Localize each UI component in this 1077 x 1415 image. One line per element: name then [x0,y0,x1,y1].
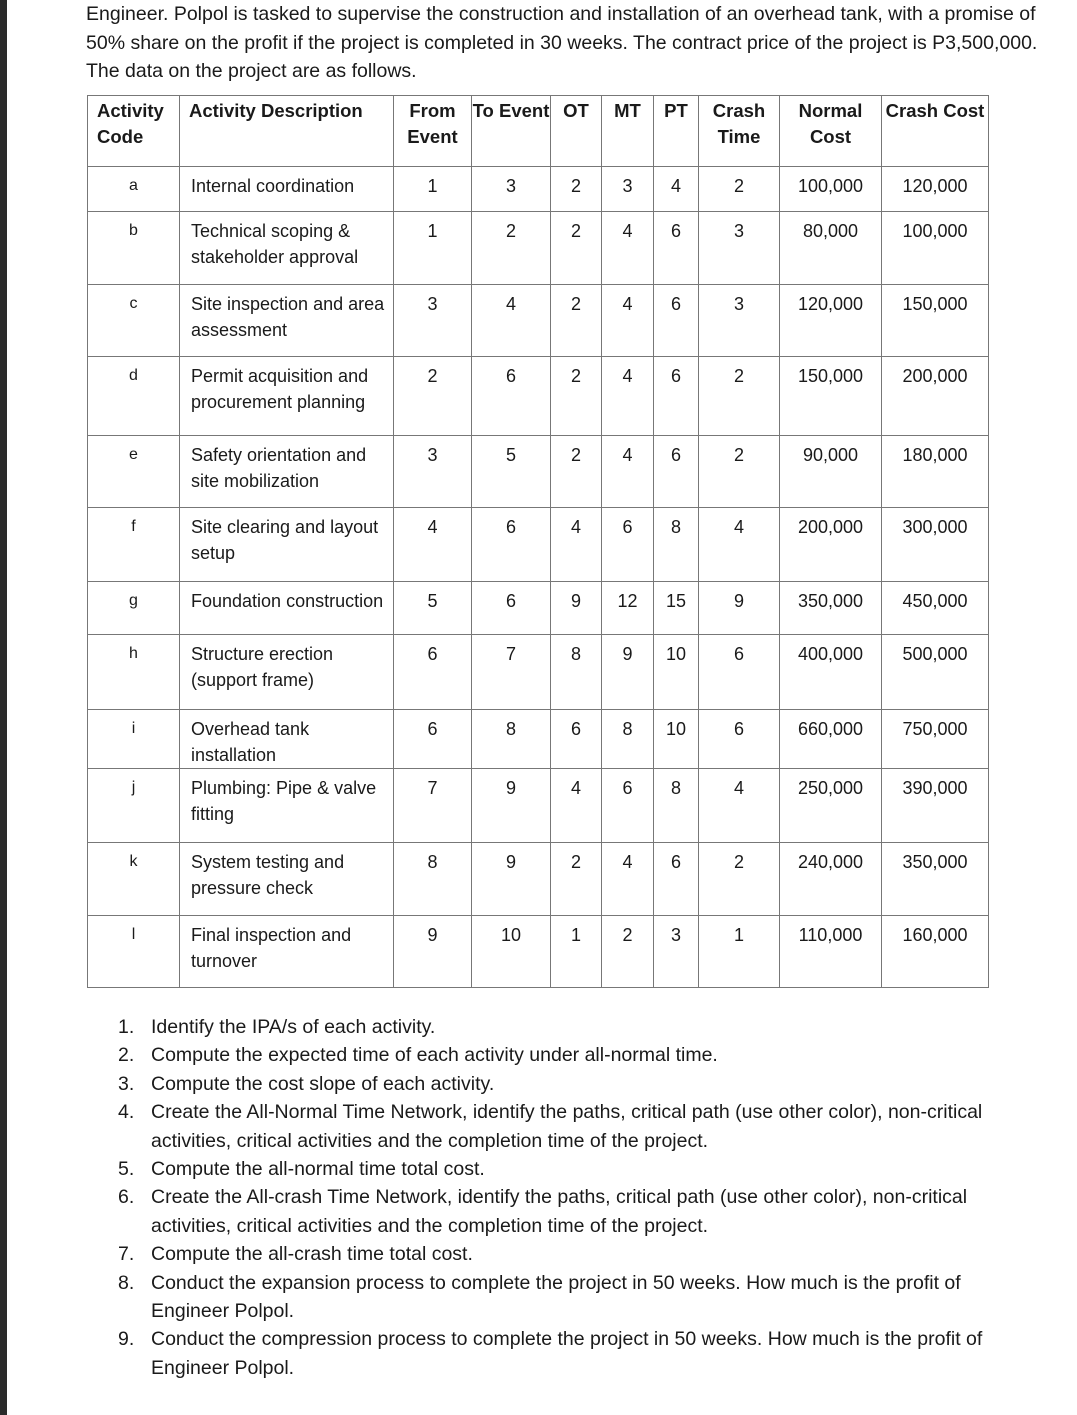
cell-crash-cost: 500,000 [882,635,989,710]
cell-normal-cost: 110,000 [780,916,882,988]
cell-description: Structure erection (support frame) [180,635,394,710]
cell-normal-cost: 350,000 [780,582,882,635]
cell-mt: 8 [602,710,654,769]
table-row [88,582,989,635]
question-number: 1. [118,1016,135,1038]
cell-code: d [88,357,180,436]
table-header-row [88,96,989,167]
cell-crash-time: 4 [699,769,780,843]
cell-mt: 12 [602,582,654,635]
cell-ot: 2 [551,357,602,436]
cell-pt: 6 [654,436,699,508]
cell-normal-cost: 400,000 [780,635,882,710]
table-row [88,710,989,769]
table-row [88,916,989,988]
cell-description: Site clearing and layout setup [180,508,394,582]
cell-description: Overhead tank installation [180,710,394,769]
cell-crash-cost: 390,000 [882,769,989,843]
cell-code: h [88,635,180,710]
cell-normal-cost: 120,000 [780,285,882,357]
cell-code: c [88,285,180,357]
cell-mt: 6 [602,769,654,843]
cell-description: Plumbing: Pipe & valve fitting [180,769,394,843]
cell-crash-time: 9 [699,582,780,635]
cell-crash-cost: 300,000 [882,508,989,582]
cell-to: 2 [472,212,551,285]
question-text: Compute the cost slope of each activity. [151,1072,495,1095]
cell-crash-cost: 450,000 [882,582,989,635]
cell-to: 9 [472,843,551,916]
header-normal-cost: Normal Cost [780,96,882,167]
cell-from: 3 [394,285,472,357]
header-ot: OT [551,96,602,167]
question-number: 9. [118,1328,135,1351]
question-number: 6. [118,1186,135,1209]
cell-mt: 3 [602,167,654,212]
cell-ot: 6 [551,710,602,769]
questions-list [118,1013,1023,1382]
cell-ot: 2 [551,843,602,916]
table-row [88,285,989,357]
cell-code: g [88,582,180,635]
cell-pt: 3 [654,916,699,988]
cell-crash-cost: 200,000 [882,357,989,436]
cell-to: 6 [472,582,551,635]
question-item [118,1325,1023,1382]
cell-to: 8 [472,710,551,769]
cell-ot: 1 [551,916,602,988]
cell-ot: 9 [551,582,602,635]
cell-to: 10 [472,916,551,988]
cell-from: 4 [394,508,472,582]
header-mt: MT [602,96,654,167]
cell-crash-time: 3 [699,212,780,285]
cell-crash-time: 2 [699,843,780,916]
cell-to: 6 [472,508,551,582]
cell-code: e [88,436,180,508]
cell-crash-time: 6 [699,635,780,710]
question-number: 7. [118,1243,135,1266]
cell-to: 4 [472,285,551,357]
cell-to: 7 [472,635,551,710]
question-item [118,1013,1023,1041]
cell-mt: 4 [602,212,654,285]
cell-mt: 6 [602,508,654,582]
cell-from: 6 [394,710,472,769]
cell-from: 3 [394,436,472,508]
cell-mt: 9 [602,635,654,710]
cell-to: 6 [472,357,551,436]
header-activity-description: Activity Description [180,96,394,167]
table-body [88,167,989,988]
question-number: 5. [118,1158,135,1181]
question-text: Conduct the compression process to complete the project in 50 weeks. How much is the profit of Engineer Polpol. [151,1328,983,1379]
question-number: 2. [118,1044,135,1067]
cell-ot: 2 [551,167,602,212]
cell-pt: 8 [654,769,699,843]
cell-from: 5 [394,582,472,635]
cell-normal-cost: 240,000 [780,843,882,916]
question-number: 8. [118,1271,135,1294]
cell-description: Internal coordination [180,167,394,212]
question-number: 3. [118,1072,135,1095]
cell-from: 6 [394,635,472,710]
table-row [88,508,989,582]
cell-description: Technical scoping & stakeholder approval [180,212,394,285]
cell-from: 1 [394,167,472,212]
cell-normal-cost: 250,000 [780,769,882,843]
question-text: Conduct the expansion process to complete the project in 50 weeks. How much is the profit of Engineer Polpol. [151,1271,961,1323]
table-row [88,635,989,710]
cell-crash-cost: 180,000 [882,436,989,508]
cell-crash-time: 6 [699,710,780,769]
header-pt: PT [654,96,699,167]
cell-ot: 2 [551,436,602,508]
cell-from: 9 [394,916,472,988]
cell-description: Foundation construction [180,582,394,635]
cell-pt: 6 [654,843,699,916]
header-to-event: To Event [472,96,551,167]
cell-crash-time: 2 [699,436,780,508]
cell-mt: 4 [602,843,654,916]
question-item [118,1269,1023,1326]
question-item [118,1070,1023,1098]
cell-normal-cost: 660,000 [780,710,882,769]
header-crash-cost: Crash Cost [882,96,989,167]
table-row [88,212,989,285]
cell-crash-time: 3 [699,285,780,357]
cell-crash-cost: 750,000 [882,710,989,769]
left-edge-bar [0,0,7,1415]
cell-to: 3 [472,167,551,212]
cell-code: a [88,167,180,212]
header-crash-time: Crash Time [699,96,780,167]
cell-mt: 4 [602,285,654,357]
question-item [118,1183,1023,1240]
cell-normal-cost: 150,000 [780,357,882,436]
table-row [88,436,989,508]
cell-crash-time: 2 [699,167,780,212]
cell-description: Permit acquisition and procurement planning [180,357,394,436]
cell-from: 8 [394,843,472,916]
cell-mt: 4 [602,357,654,436]
cell-crash-time: 1 [699,916,780,988]
cell-ot: 8 [551,635,602,710]
project-data-table [87,95,989,988]
question-item [118,1240,1023,1268]
question-text: Compute the expected time of each activity under all-normal time. [151,1044,718,1067]
cell-code: k [88,843,180,916]
cell-crash-cost: 160,000 [882,916,989,988]
cell-crash-cost: 150,000 [882,285,989,357]
cell-ot: 4 [551,769,602,843]
cell-pt: 8 [654,508,699,582]
cell-crash-cost: 100,000 [882,212,989,285]
table-row [88,843,989,916]
cell-ot: 2 [551,212,602,285]
question-number: 4. [118,1101,135,1124]
cell-description: Site inspection and area assessment [180,285,394,357]
question-text: Compute the all-normal time total cost. [151,1158,485,1181]
cell-mt: 2 [602,916,654,988]
cell-code: f [88,508,180,582]
cell-normal-cost: 90,000 [780,436,882,508]
cell-pt: 10 [654,635,699,710]
cell-code: j [88,769,180,843]
question-text: Identify the IPA/s of each activity. [151,1016,436,1038]
cell-to: 5 [472,436,551,508]
cell-normal-cost: 200,000 [780,508,882,582]
cell-code: i [88,710,180,769]
table-row [88,357,989,436]
header-activity-code: Activity Code [88,96,180,167]
table-row [88,769,989,843]
cell-ot: 2 [551,285,602,357]
cell-from: 7 [394,769,472,843]
cell-code: l [88,916,180,988]
cell-pt: 10 [654,710,699,769]
question-item [118,1098,1023,1155]
cell-pt: 6 [654,285,699,357]
cell-description: Safety orientation and site mobilization [180,436,394,508]
cell-ot: 4 [551,508,602,582]
cell-to: 9 [472,769,551,843]
cell-pt: 6 [654,357,699,436]
question-text: Compute the all-crash time total cost. [151,1243,473,1266]
cell-from: 2 [394,357,472,436]
cell-code: b [88,212,180,285]
cell-description: Final inspection and turnover [180,916,394,988]
cell-crash-time: 4 [699,508,780,582]
header-from-event: From Event [394,96,472,167]
cell-pt: 6 [654,212,699,285]
cell-crash-time: 2 [699,357,780,436]
question-text: Create the All-Normal Time Network, identify the paths, critical path (use other color), non-critical activities, critical activities and the completion time of the project. [151,1101,983,1152]
cell-mt: 4 [602,436,654,508]
cell-crash-cost: 350,000 [882,843,989,916]
cell-from: 1 [394,212,472,285]
cell-pt: 15 [654,582,699,635]
table-row [88,167,989,212]
question-text: Create the All-crash Time Network, identify the paths, critical path (use other color), non-critical activities, critical activities and the completion time of the project. [151,1186,968,1237]
cell-normal-cost: 100,000 [780,167,882,212]
cell-crash-cost: 120,000 [882,167,989,212]
question-item [118,1155,1023,1183]
intro-paragraph: Engineer. Polpol is tasked to supervise the construction and installation of an overhead tank, with a promise of 50% share on the profit if the project is completed in 30 weeks. The contract price of the project is P3,500,000. The data on the project are as follows. [86,3,1038,82]
question-item [118,1041,1023,1069]
cell-description: System testing and pressure check [180,843,394,916]
cell-pt: 4 [654,167,699,212]
cell-normal-cost: 80,000 [780,212,882,285]
